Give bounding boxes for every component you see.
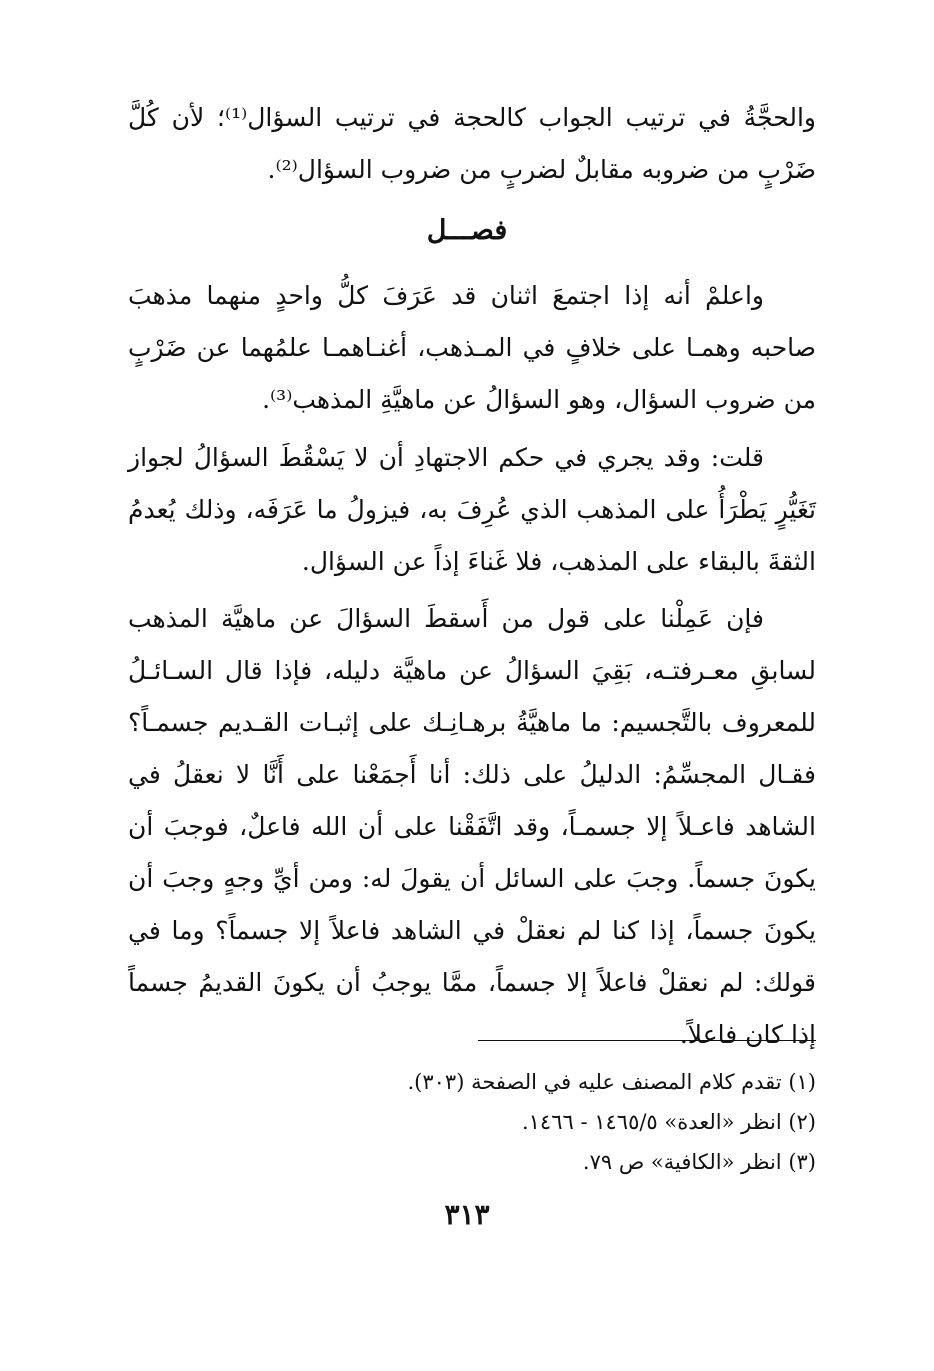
footnote-divider <box>478 1040 816 1041</box>
paragraph-knowledge-of-doctrine: واعلمْ أنه إذا اجتمعَ اثنان قد عَرَفَ كلُّ واحدٍ منهما مذهبَ صاحبه وهمـا على خلافٍ في المـذهب، أغنـاهمـا علمُهما عن ضَرْبٍ من ضروب السؤال، وهو السؤالُ عن ماهيَّةِ المذهب⁽³⁾. <box>128 281 816 414</box>
footnote-1: (١) تقدم كلام المصنف عليه في الصفحة (٣٠٣). <box>407 1070 816 1094</box>
page-number: ٣١٣ <box>444 1198 490 1231</box>
paragraph-intro: والحجَّةُ في ترتيب الجواب كالحجة في ترتيب السؤال⁽¹⁾؛ لأن كُلَّ ضَرْبٍ من ضروبه مقابلٌ لضربٍ من ضروب السؤال⁽²⁾. <box>128 103 816 184</box>
footnote-2: (٢) انظر «العدة» ١٤٦٥/٥ - ١٤٦٦. <box>521 1110 816 1134</box>
paragraph-author-comment: قلت: وقد يجري في حكم الاجتهادِ أن لا يَسْقُطَ السؤالُ لجواز تَغَيُّرٍ يَطْرَأُ على المذهب الذي عُرِفَ به، فيزولُ ما عَرَفَه، وذلك يُعدمُ الثقةَ بالبقاء على المذهب، فلا غَناءَ إذاً عن السؤال. <box>128 443 816 576</box>
footnote-3: (٣) انظر «الكافية» ص ٧٩. <box>582 1150 816 1174</box>
footnotes <box>128 1062 816 1182</box>
section-heading: فصـــل <box>426 215 508 246</box>
paragraph-argument-example: فإن عَمِلْنا على قول من أَسقطَ السؤالَ عن ماهيَّة المذهب لسابقِ معـرفتـه، بَقِيَ السؤالُ عن ماهيَّة دليله، فإذا قال السـائـلُ للمعروف بالتَّجسيم: ما ماهيَّةُ برهـانِـك على إثبـات القـديم جسمـاً؟ فقـال المجسِّمُ: الدليلُ على ذلك: أنا أَجمَعْنا على أَنَّا لا نعقلُ في الشاهد فاعـلاً إلا جسمـاً، وقد اتَّفَقْنا على أن الله فاعلٌ، فوجبَ أن يكونَ جسماً. وجبَ على السائل أن يقولَ له: ومن أيِّ وجهٍ وجبَ أن يكونَ جسماً، إذا كنا لم نعقلْ في الشاهد فاعلاً إلا جسماً؟ وما في قولك: لم نعقلْ فاعلاً إلا جسماً، ممَّا يوجبُ أن يكونَ القديمُ جسماً إذا كان فاعلاً. <box>128 604 816 1049</box>
